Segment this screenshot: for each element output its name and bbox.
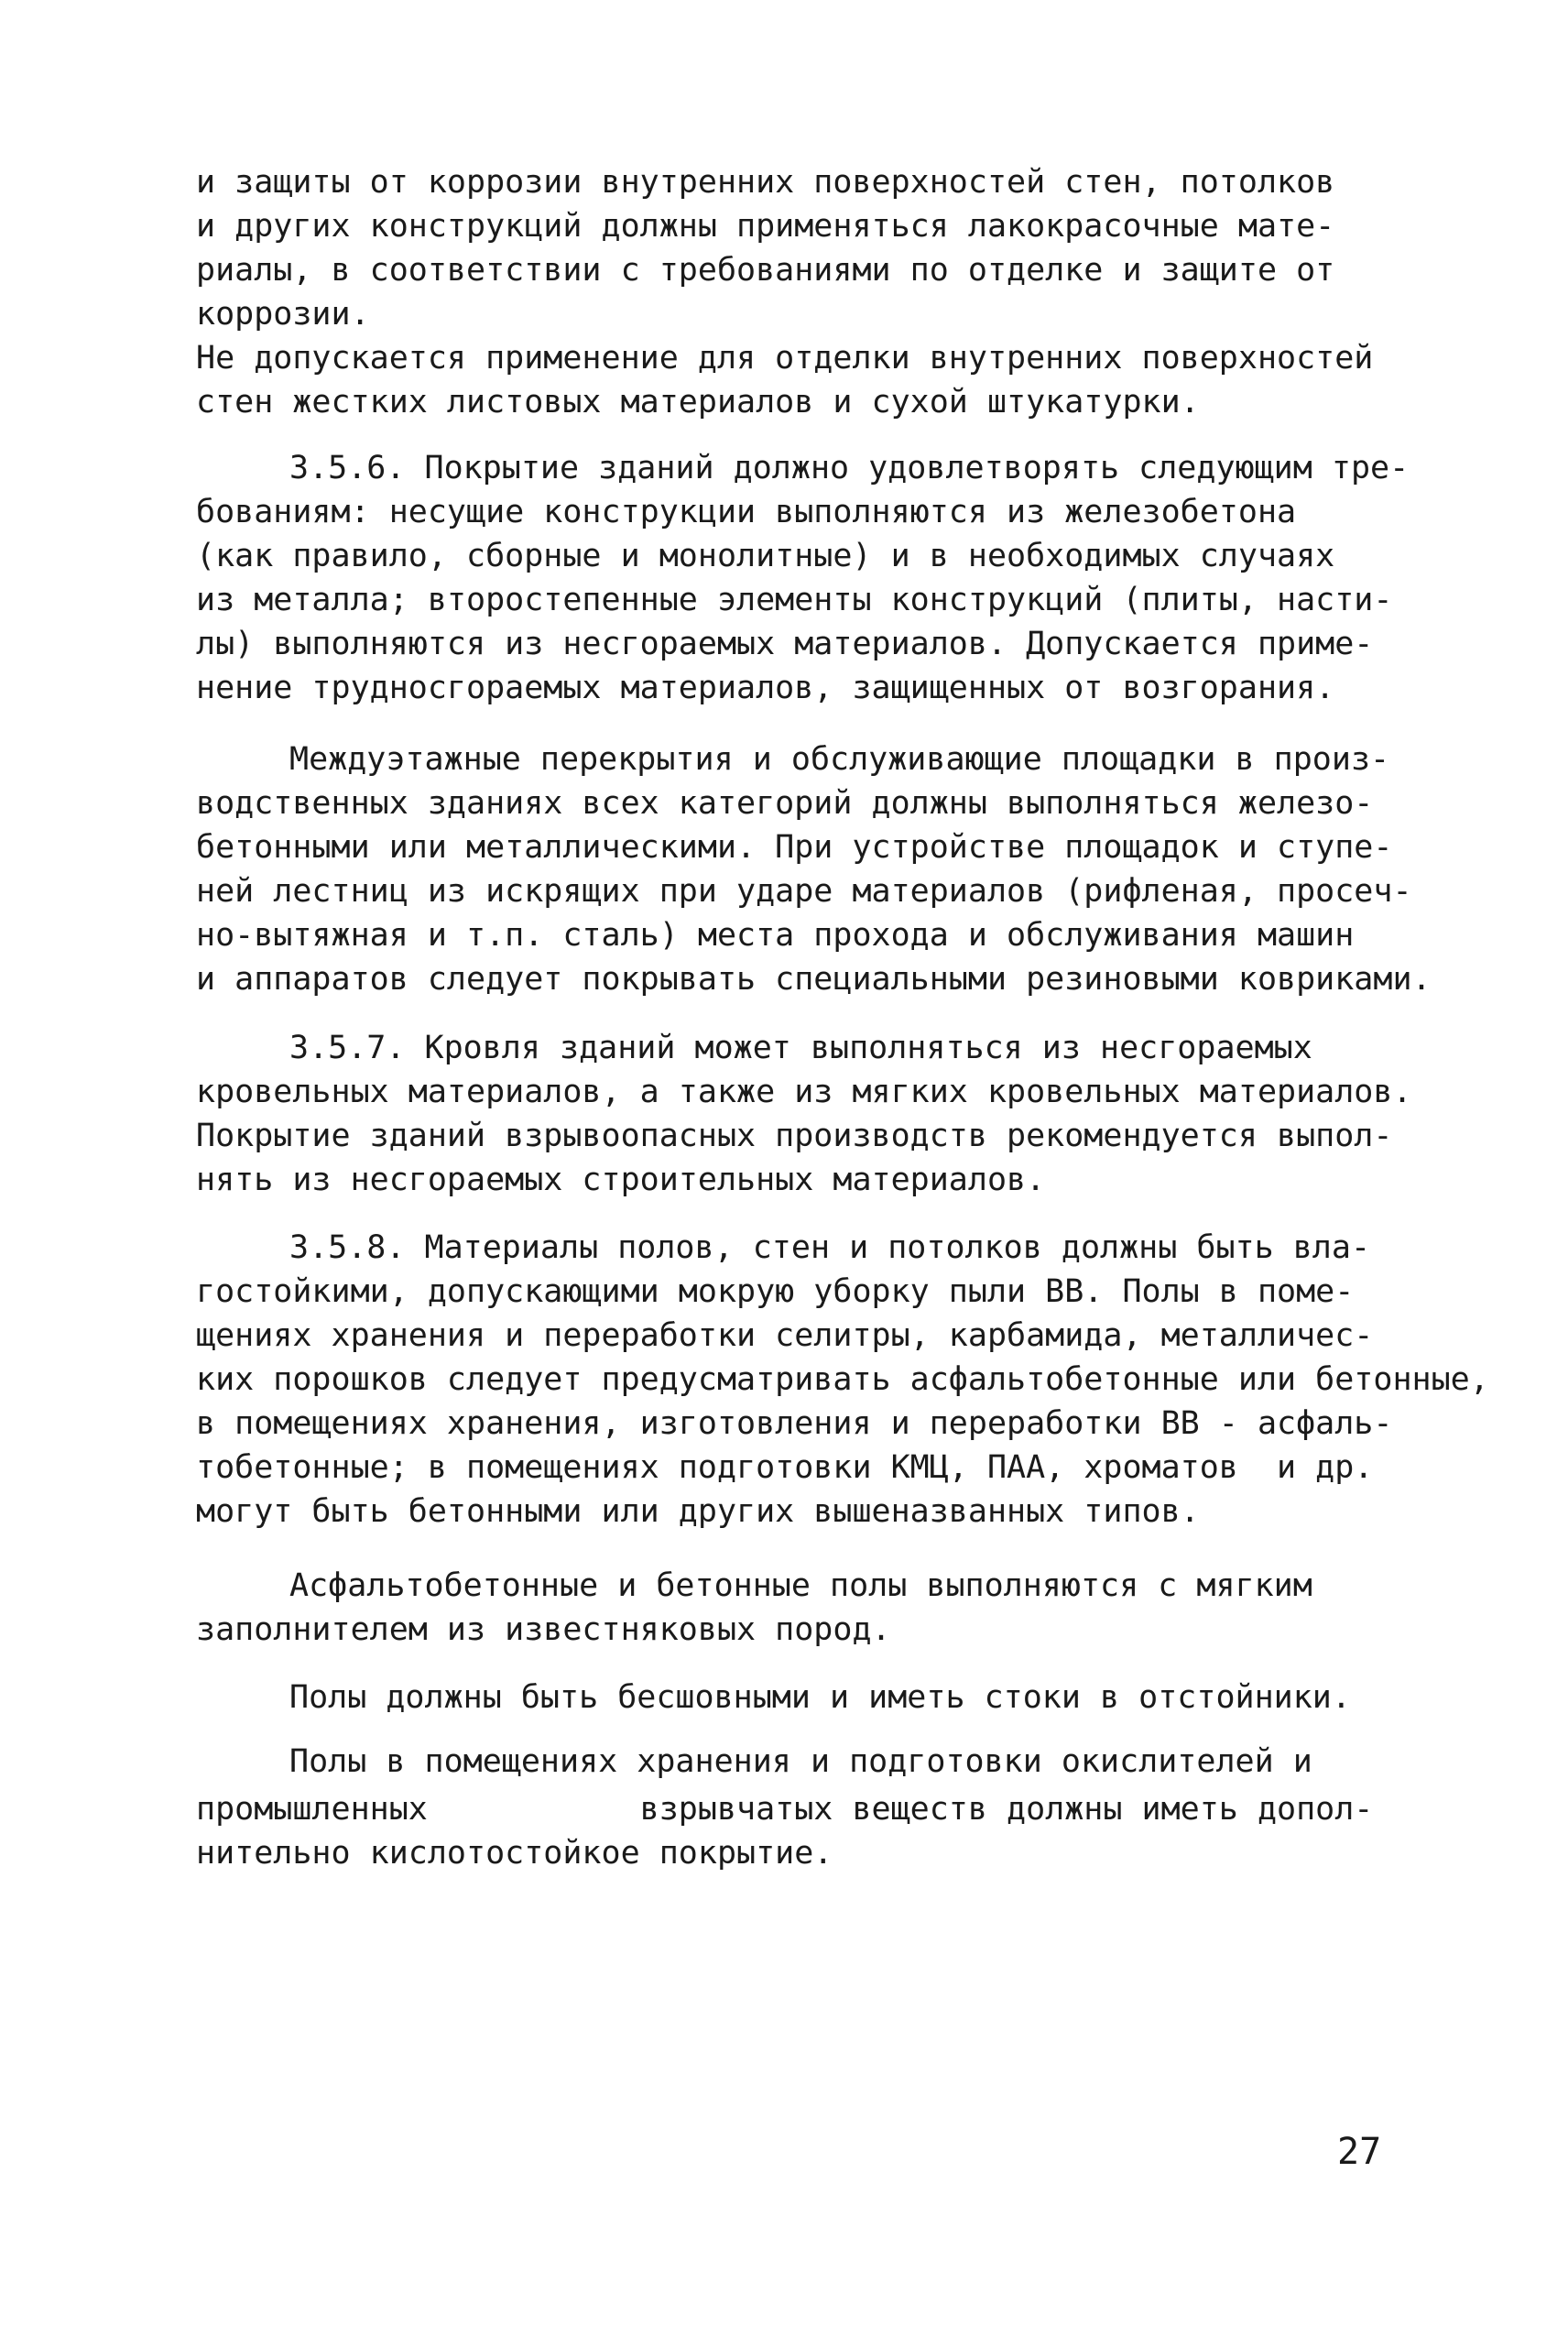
paragraph-first-line: Междуэтажные перекрытия и обслуживающие площадки в произ- — [289, 741, 1390, 778]
text-line: бетонными или металлическими. При устройстве площадок и ступе- — [196, 829, 1393, 866]
page-number: 27 — [1337, 2131, 1382, 2173]
text-line: риалы, в соответствии с требованиями по отделке и защите от — [196, 252, 1335, 289]
section-heading-line: 3.5.6. Покрытие зданий должно удовлетворять следующим тре- — [289, 450, 1410, 486]
text-line: водственных зданиях всех категорий должны выполняться железо- — [196, 785, 1374, 822]
text-line: щениях хранения и переработки селитры, карбамида, металличес- — [196, 1317, 1374, 1354]
section-heading-line: 3.5.8. Материалы полов, стен и потолков должны быть вла- — [289, 1229, 1371, 1266]
text-line: и аппаратов следует покрывать специальными резиновыми ковриками. — [196, 961, 1432, 998]
text-line: ней лестниц из искрящих при ударе материалов (рифленая, просеч- — [196, 873, 1412, 910]
text-line: в помещениях хранения, изготовления и переработки ВВ - асфаль- — [196, 1405, 1393, 1442]
paragraph-first-line: Полы в помещениях хранения и подготовки окислителей и — [289, 1743, 1312, 1780]
text-line: и защиты от коррозии внутренних поверхностей стен, потолков — [196, 164, 1335, 201]
text-line: заполнителем из известняковых пород. — [196, 1611, 891, 1648]
text-line: нение трудносгораемых материалов, защищенных от возгорания. — [196, 670, 1335, 706]
text-line: промышленных взрывчатых веществ должны иметь допол- — [196, 1791, 1374, 1828]
text-line: лы) выполняются из несгораемых материалов. Допускается приме- — [196, 626, 1374, 662]
text-line: нять из несгораемых строительных материалов. — [196, 1162, 1046, 1198]
text-line: кровельных материалов, а также из мягких кровельных материалов. — [196, 1074, 1412, 1110]
text-line: из металла; второстепенные элементы конструкций (плиты, насти- — [196, 582, 1393, 618]
text-line: тобетонные; в помещениях подготовки КМЦ, ПАА, хроматов и др. — [196, 1449, 1374, 1486]
text-line: бованиям: несущие конструкции выполняются из железобетона — [196, 494, 1297, 530]
text-line: (как правило, сборные и монолитные) и в необходимых случаях — [196, 538, 1335, 574]
text-line: стен жестких листовых материалов и сухой штукатурки. — [196, 384, 1200, 420]
text-line: и других конструкций должны применяться лакокрасочные мате- — [196, 208, 1335, 245]
text-line: ких порошков следует предусматривать асфальтобетонные или бетонные, — [196, 1361, 1489, 1398]
text-line: но-вытяжная и т.п. сталь) места прохода и обслуживания машин — [196, 917, 1355, 954]
text-line: Покрытие зданий взрывоопасных производств рекомендуется выпол- — [196, 1118, 1393, 1154]
text-line: Не допускается применение для отделки внутренних поверхностей — [196, 340, 1374, 377]
text-line: нительно кислотостойкое покрытие. — [196, 1835, 833, 1872]
section-heading-line: 3.5.7. Кровля зданий может выполняться из несгораемых — [289, 1030, 1312, 1066]
text-line: гостойкими, допускающими мокрую уборку пыли ВВ. Полы в поме- — [196, 1273, 1355, 1310]
paragraph-first-line: Полы должны быть бесшовными и иметь стоки в отстойники. — [289, 1679, 1351, 1716]
text-line: коррозии. — [196, 296, 370, 333]
paragraph-first-line: Асфальтобетонные и бетонные полы выполняются с мягким — [289, 1567, 1312, 1604]
text-line: могут быть бетонными или других вышеназванных типов. — [196, 1493, 1200, 1530]
